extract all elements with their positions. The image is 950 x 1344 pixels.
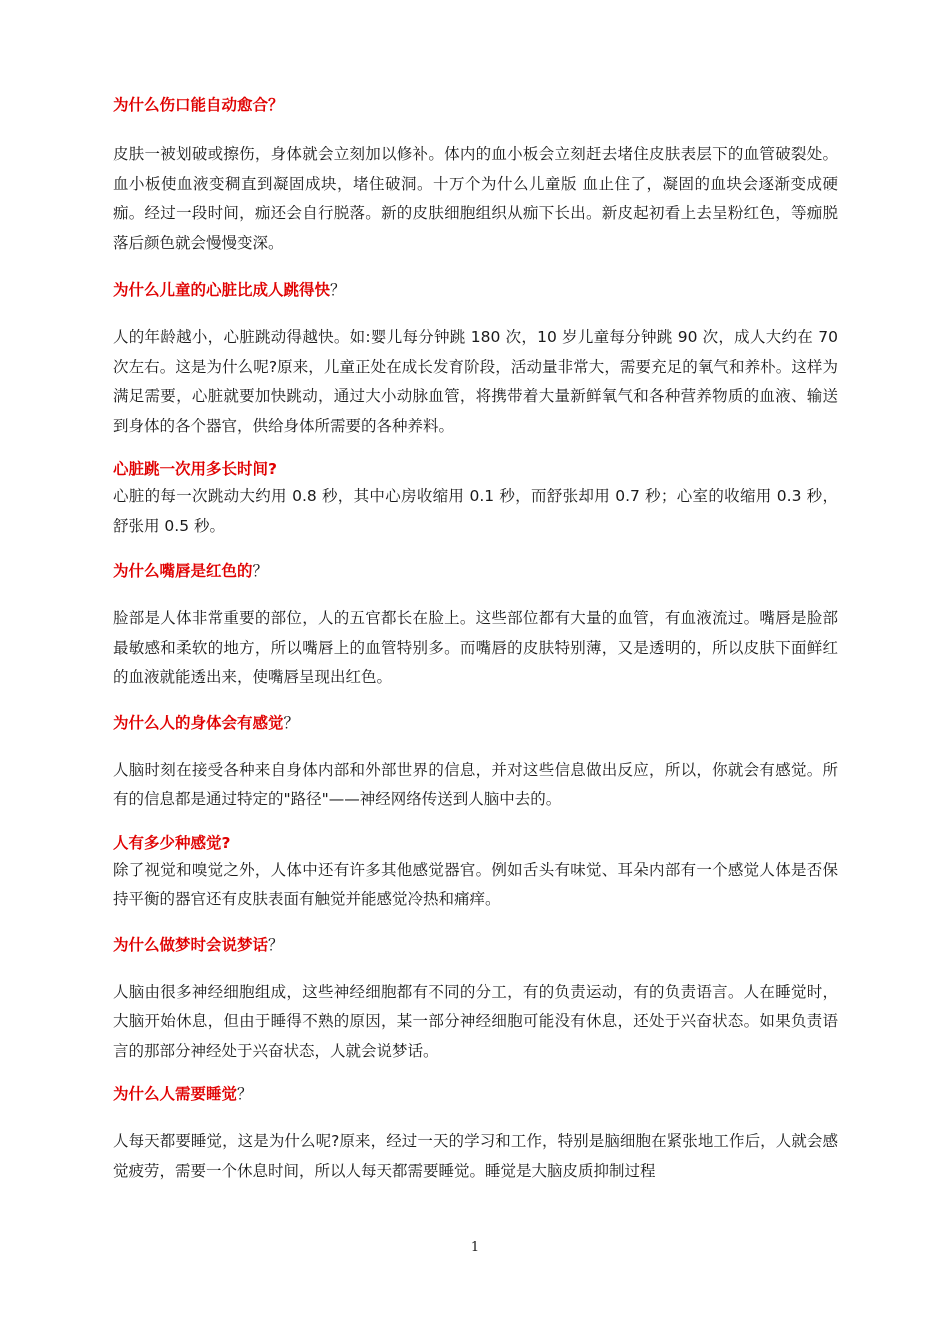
question-heading bbox=[113, 710, 838, 736]
answer-paragraph: 人的年龄越小，心脏跳动得越快。如:婴儿每分钟跳 180 次，10 岁儿童每分钟跳 90 次，成人大约在 70 次左右。这是为什么呢?原来，儿童正处在成长发育阶段，活动量非常大，需要充足的氧气和养朴。这样为满足需要，心脏就要加快跳动，通过大小动脉血管，将携带着大量新鲜氧气和各种营养物质的血液、输送到身体的各个器官，供给身体所需要的各种养料。 bbox=[113, 328, 838, 435]
document-body bbox=[113, 92, 838, 1186]
question-heading-text: 为什么伤口能自动愈合？ bbox=[113, 96, 284, 114]
section-child-heart-rate bbox=[113, 277, 838, 441]
question-heading bbox=[113, 277, 838, 303]
question-heading-text: 为什么嘴唇是红色的 bbox=[113, 562, 253, 580]
answer-paragraph: 心脏的每一次跳动大约用 0.8 秒，其中心房收缩用 0.1 秒，而舒张却用 0.7 秒；心室的收缩用 0.3 秒，舒张用 0.5 秒。 bbox=[113, 487, 838, 535]
question-heading bbox=[113, 92, 838, 118]
question-mark: ？ bbox=[252, 562, 269, 580]
answer-paragraph: 人每天都要睡觉，这是为什么呢?原来，经过一天的学习和工作，特别是脑细胞在紧张地工作后，人就会感觉疲劳，需要一个休息时间，所以人每天都需要睡觉。睡觉是大脑皮质抑制过程 bbox=[113, 1132, 838, 1180]
section-body-sensation bbox=[113, 710, 838, 815]
question-heading-text: 为什么人的身体会有感觉 bbox=[113, 713, 284, 732]
question-heading-text: 人有多少种感觉? bbox=[113, 833, 231, 852]
section-sleep-talking bbox=[113, 932, 838, 1067]
page-number: 1 bbox=[470, 1240, 480, 1255]
section-number-of-senses bbox=[113, 830, 838, 915]
question-heading-text: 心脏跳一次用多长时间? bbox=[113, 460, 277, 478]
question-heading bbox=[113, 932, 838, 958]
question-heading-text: 为什么做梦时会说梦话 bbox=[113, 935, 269, 954]
question-mark: ？ bbox=[268, 935, 284, 954]
answer-paragraph: 皮肤一被划破或擦伤，身体就会立刻加以修补。体内的血小板会立刻赶去堵住皮肤表层下的血管破裂处。血小板使血液变稠直到凝固成块，堵住破洞。十万个为什么儿童版 血止住了，凝固的血块会逐渐变成硬痂。经过一段时间，痂还会自行脱落。新的皮肤细胞组织从痂下长出。新皮起初看上去呈粉红色，等痂脱落后颜色就会慢慢变深。 bbox=[113, 145, 838, 252]
section-need-sleep bbox=[113, 1081, 838, 1186]
answer-paragraph: 人脑由很多神经细胞组成，这些神经细胞都有不同的分工，有的负责运动，有的负责语言。人在睡觉时，大脑开始休息，但由于睡得不熟的原因，某一部分神经细胞可能没有休息，还处于兴奋状态。如果负责语言的那部分神经处于兴奋状态，人就会说梦话。 bbox=[113, 982, 838, 1060]
question-heading-text: 为什么儿童的心脏比成人跳得快 bbox=[113, 281, 331, 299]
question-heading bbox=[113, 456, 838, 482]
answer-paragraph: 除了视觉和嗅觉之外，人体中还有许多其他感觉器官。例如舌头有味觉、耳朵内部有一个感觉人体是否保持平衡的器官还有皮肤表面有触觉并能感觉冷热和痛痒。 bbox=[113, 860, 838, 908]
question-heading bbox=[113, 1081, 838, 1107]
answer-paragraph: 脸部是人体非常重要的部位，人的五官都长在脸上。这些部位都有大量的血管，有血液流过。嘴唇是脸部最敏感和柔软的地方，所以嘴唇上的血管特别多。而嘴唇的皮肤特别薄，又是透明的，所以皮肤下面鲜红的血液就能透出来，使嘴唇呈现出红色。 bbox=[113, 609, 838, 686]
question-heading-text: 为什么人需要睡觉 bbox=[113, 1085, 238, 1103]
question-mark: ？ bbox=[283, 713, 300, 732]
question-heading bbox=[113, 558, 838, 584]
question-mark: ？ bbox=[237, 1085, 253, 1103]
section-heartbeat-duration bbox=[113, 456, 838, 541]
question-heading bbox=[113, 830, 838, 856]
question-mark: ？ bbox=[330, 281, 346, 299]
section-wound-healing bbox=[113, 92, 838, 258]
section-red-lips bbox=[113, 558, 838, 693]
answer-paragraph: 人脑时刻在接受各种来自身体内部和外部世界的信息，并对这些信息做出反应，所以，你就会有感觉。所有的信息都是通过特定的"路径"——神经网络传送到人脑中去的。 bbox=[113, 760, 838, 808]
